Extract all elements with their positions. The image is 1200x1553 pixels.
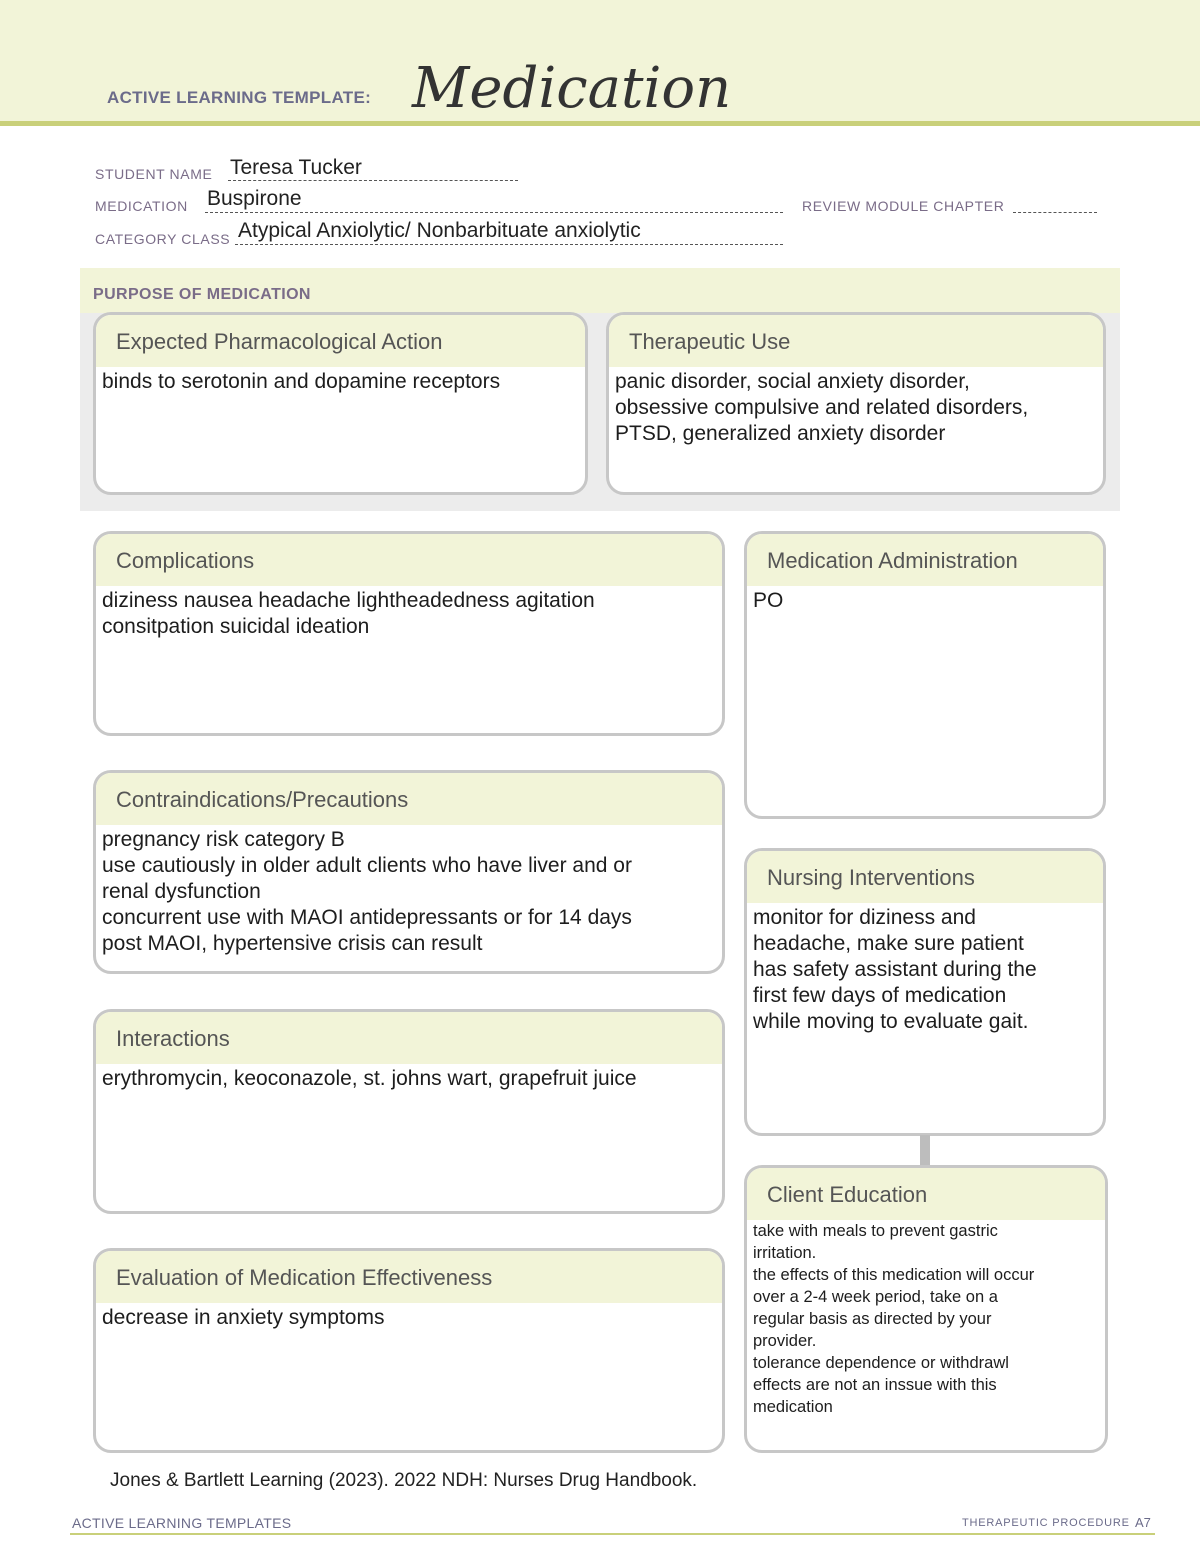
expected-action-title: Expected Pharmacological Action xyxy=(96,315,585,367)
contraindications-title: Contraindications/Precautions xyxy=(96,773,722,825)
student-name-field[interactable]: Teresa Tucker xyxy=(230,156,362,179)
category-class-line xyxy=(235,244,783,245)
footer-left: ACTIVE LEARNING TEMPLATES xyxy=(72,1515,292,1531)
client-education-box xyxy=(744,1165,1108,1453)
evaluation-text[interactable]: decrease in anxiety symptoms xyxy=(102,1306,385,1329)
evaluation-title: Evaluation of Medication Effectiveness xyxy=(96,1251,722,1303)
header-rule xyxy=(0,121,1200,126)
evaluation-box xyxy=(93,1248,725,1453)
complications-box xyxy=(93,531,725,736)
medication-label: MEDICATION xyxy=(95,198,188,214)
review-module-field[interactable] xyxy=(1013,212,1097,213)
administration-title: Medication Administration xyxy=(747,534,1103,586)
medication-line xyxy=(205,212,783,213)
category-class-field[interactable]: Atypical Anxiolytic/ Nonbarbituate anxiolytic xyxy=(238,219,641,242)
therapeutic-use-box xyxy=(606,312,1106,495)
administration-text[interactable]: PO xyxy=(753,589,784,612)
page-title: Medication xyxy=(412,56,732,121)
nursing-interventions-text[interactable]: monitor for diziness and headache, make sure patient has safety assistant during the first few days of medication while moving to evaluate gait. xyxy=(753,906,1037,1033)
footer-right: THERAPEUTIC PROCEDURE xyxy=(962,1517,1130,1529)
medication-field[interactable]: Buspirone xyxy=(207,187,302,210)
therapeutic-use-title: Therapeutic Use xyxy=(609,315,1103,367)
complications-text[interactable]: diziness nausea headache lightheadedness agitation consitpation suicidal ideation xyxy=(102,589,595,638)
footer-rule xyxy=(70,1533,1155,1535)
review-module-label: REVIEW MODULE CHAPTER xyxy=(802,198,1005,214)
expected-action-box xyxy=(93,312,588,495)
template-label: ACTIVE LEARNING TEMPLATE: xyxy=(107,88,372,107)
nursing-interventions-box xyxy=(744,848,1106,1136)
interactions-text[interactable]: erythromycin, keoconazole, st. johns wart, grapefruit juice xyxy=(102,1067,637,1090)
student-name-line xyxy=(228,180,518,181)
nursing-interventions-title: Nursing Interventions xyxy=(747,851,1103,903)
box-connector xyxy=(920,1135,930,1167)
student-name-label: STUDENT NAME xyxy=(95,166,213,182)
therapeutic-use-text[interactable]: panic disorder, social anxiety disorder, obsessive compulsive and related disorders, PTSD, generalized anxiety disorder xyxy=(615,370,1029,445)
contraindications-box xyxy=(93,770,725,974)
page-number: A7 xyxy=(1135,1515,1151,1530)
citation: Jones & Bartlett Learning (2023). 2022 NDH: Nurses Drug Handbook. xyxy=(110,1470,698,1491)
interactions-title: Interactions xyxy=(96,1012,722,1064)
expected-action-text[interactable]: binds to serotonin and dopamine receptors xyxy=(102,370,501,393)
client-education-text[interactable]: take with meals to prevent gastric irritation. the effects of this medication will occur over a 2-4 week period, take on a regular basis as directed by your provider. tolerance dependence or withdrawl effects are not an inssue with this medication xyxy=(753,1222,1035,1416)
client-education-title: Client Education xyxy=(747,1168,1105,1220)
interactions-box xyxy=(93,1009,725,1214)
complications-title: Complications xyxy=(96,534,722,586)
contraindications-text[interactable]: pregnancy risk category B use cautiously in older adult clients who have liver and or renal dysfunction concurrent use with MAOI antidepressants or for 14 days post MAOI, hypertensive crisis can result xyxy=(102,828,632,955)
purpose-label: PURPOSE OF MEDICATION xyxy=(93,286,311,303)
administration-box xyxy=(744,531,1106,819)
category-class-label: CATEGORY CLASS xyxy=(95,231,231,247)
